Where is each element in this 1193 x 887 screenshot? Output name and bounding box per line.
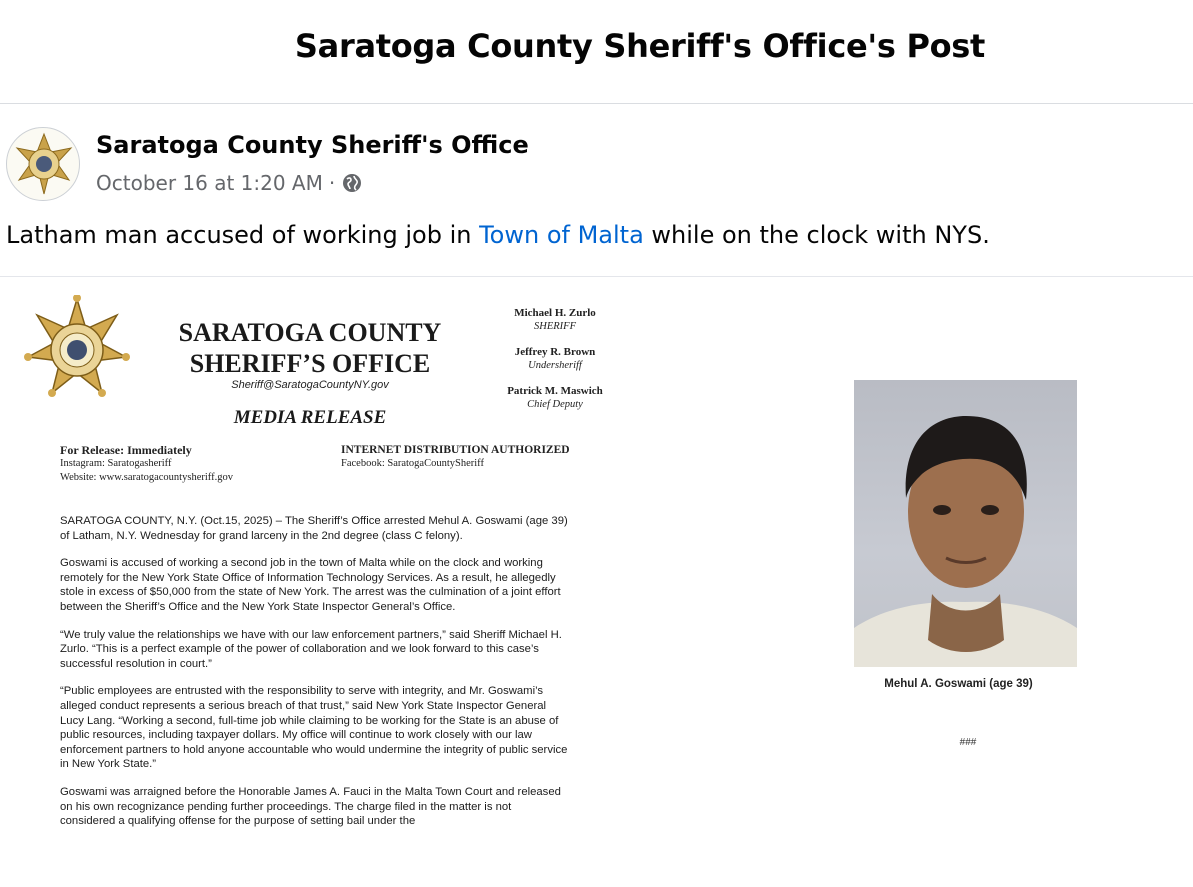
officer-entry — [490, 346, 620, 373]
release-paragraph: Goswami is accused of working a second job in the town of Malta while on the clock and working remotely for the New York State Office of Information Technology Services. As a result, he allegedly stole in excess of $50,000 from the state of New York. The arrest was the culmination of a joint effort between the Sheriff’s Office and the New York State Inspector General’s Office. — [60, 557, 561, 613]
mugshot-photo — [854, 380, 1077, 667]
sheriff-badge-icon — [7, 128, 80, 201]
location-link[interactable]: Town of Malta — [479, 221, 644, 249]
agency-line-1: SARATOGA COUNTY — [178, 318, 442, 347]
agency-title — [150, 317, 470, 379]
post-text-start: Latham man accused of working job in — [6, 221, 480, 249]
end-mark: ### — [959, 737, 977, 748]
officers-list — [490, 307, 620, 424]
distribution-line: INTERNET DISTRIBUTION AUTHORIZED — [341, 444, 570, 456]
release-paragraph: SARATOGA COUNTY, N.Y. (Oct.15, 2025) – The Sheriff’s Office arrested Mehul A. Goswami (age 39) of Latham, N.Y. Wednesday for grand larceny in the 2nd degree (class C felony). — [60, 515, 568, 542]
avatar[interactable] — [6, 127, 80, 201]
author-name[interactable]: Saratoga County Sheriff's Office — [96, 131, 529, 159]
post-meta — [96, 171, 363, 195]
post-image[interactable] — [0, 276, 1193, 870]
meta-separator: · — [328, 171, 336, 195]
officer-entry — [490, 307, 620, 334]
release-paragraph: “We truly value the relationships we have with our law enforcement partners,” said Sheriff Michael H. Zurlo. “This is a perfect example of the power of collaboration and we look forward to this case’s successful resolution in court.” — [60, 628, 562, 670]
globe-icon — [341, 172, 363, 194]
officer-name: Patrick M. Maswich — [507, 385, 603, 397]
dialog-header — [0, 0, 1193, 104]
agency-email: Sheriff@SaratogaCountyNY.gov — [231, 379, 389, 391]
media-release-heading: MEDIA RELEASE — [233, 407, 387, 428]
mugshot-caption: Mehul A. Goswami (age 39) — [884, 678, 1033, 690]
facebook-handle: Facebook: SaratogaCountySheriff — [341, 458, 484, 469]
instagram-handle: Instagram: Saratogasheriff — [60, 458, 172, 469]
release-info — [60, 443, 340, 485]
person-photo-icon — [854, 380, 1077, 667]
release-paragraph: Goswami was arraigned before the Honorable James A. Fauci in the Malta Town Court and released on his own recognizance pending further proceedings. The charge filed in the matter is not considered a qualifying offense for the purpose of setting bail under the — [60, 785, 561, 828]
officer-name: Michael H. Zurlo — [514, 307, 596, 319]
officer-title: SHERIFF — [534, 321, 576, 332]
officer-title: Undersheriff — [528, 360, 582, 371]
sheriff-badge-icon — [22, 295, 132, 405]
post-timestamp[interactable]: October 16 at 1:20 AM — [96, 171, 323, 195]
release-timing: For Release: Immediately — [60, 443, 192, 457]
distribution-info — [341, 443, 601, 471]
post-header — [0, 105, 1193, 205]
dialog-title: Saratoga County Sheriff's Office's Post — [294, 27, 986, 65]
post-text-end: while on the clock with NYS. — [643, 221, 990, 249]
website-line: Website: www.saratogacountysheriff.gov — [60, 472, 233, 483]
officer-entry — [490, 385, 620, 412]
officer-name: Jeffrey R. Brown — [514, 346, 596, 358]
release-body — [60, 514, 568, 842]
agency-line-2: SHERIFF’S OFFICE — [189, 349, 431, 378]
officer-title: Chief Deputy — [527, 399, 583, 410]
post-text — [6, 221, 990, 249]
release-paragraph: “Public employees are entrusted with the responsibility to serve with integrity, and Mr. Goswami’s alleged conduct represents a serious breach of that trust,” said New York State Inspector General Lucy Lang. “Working a second, full-time job while claiming to be working for the State is an abuse of public resources, including taxpayer dollars. My office will continue to work closely with our law enforcement partners to hold anyone accountable who would undermine the integrity of public service in New York State.” — [60, 685, 568, 771]
